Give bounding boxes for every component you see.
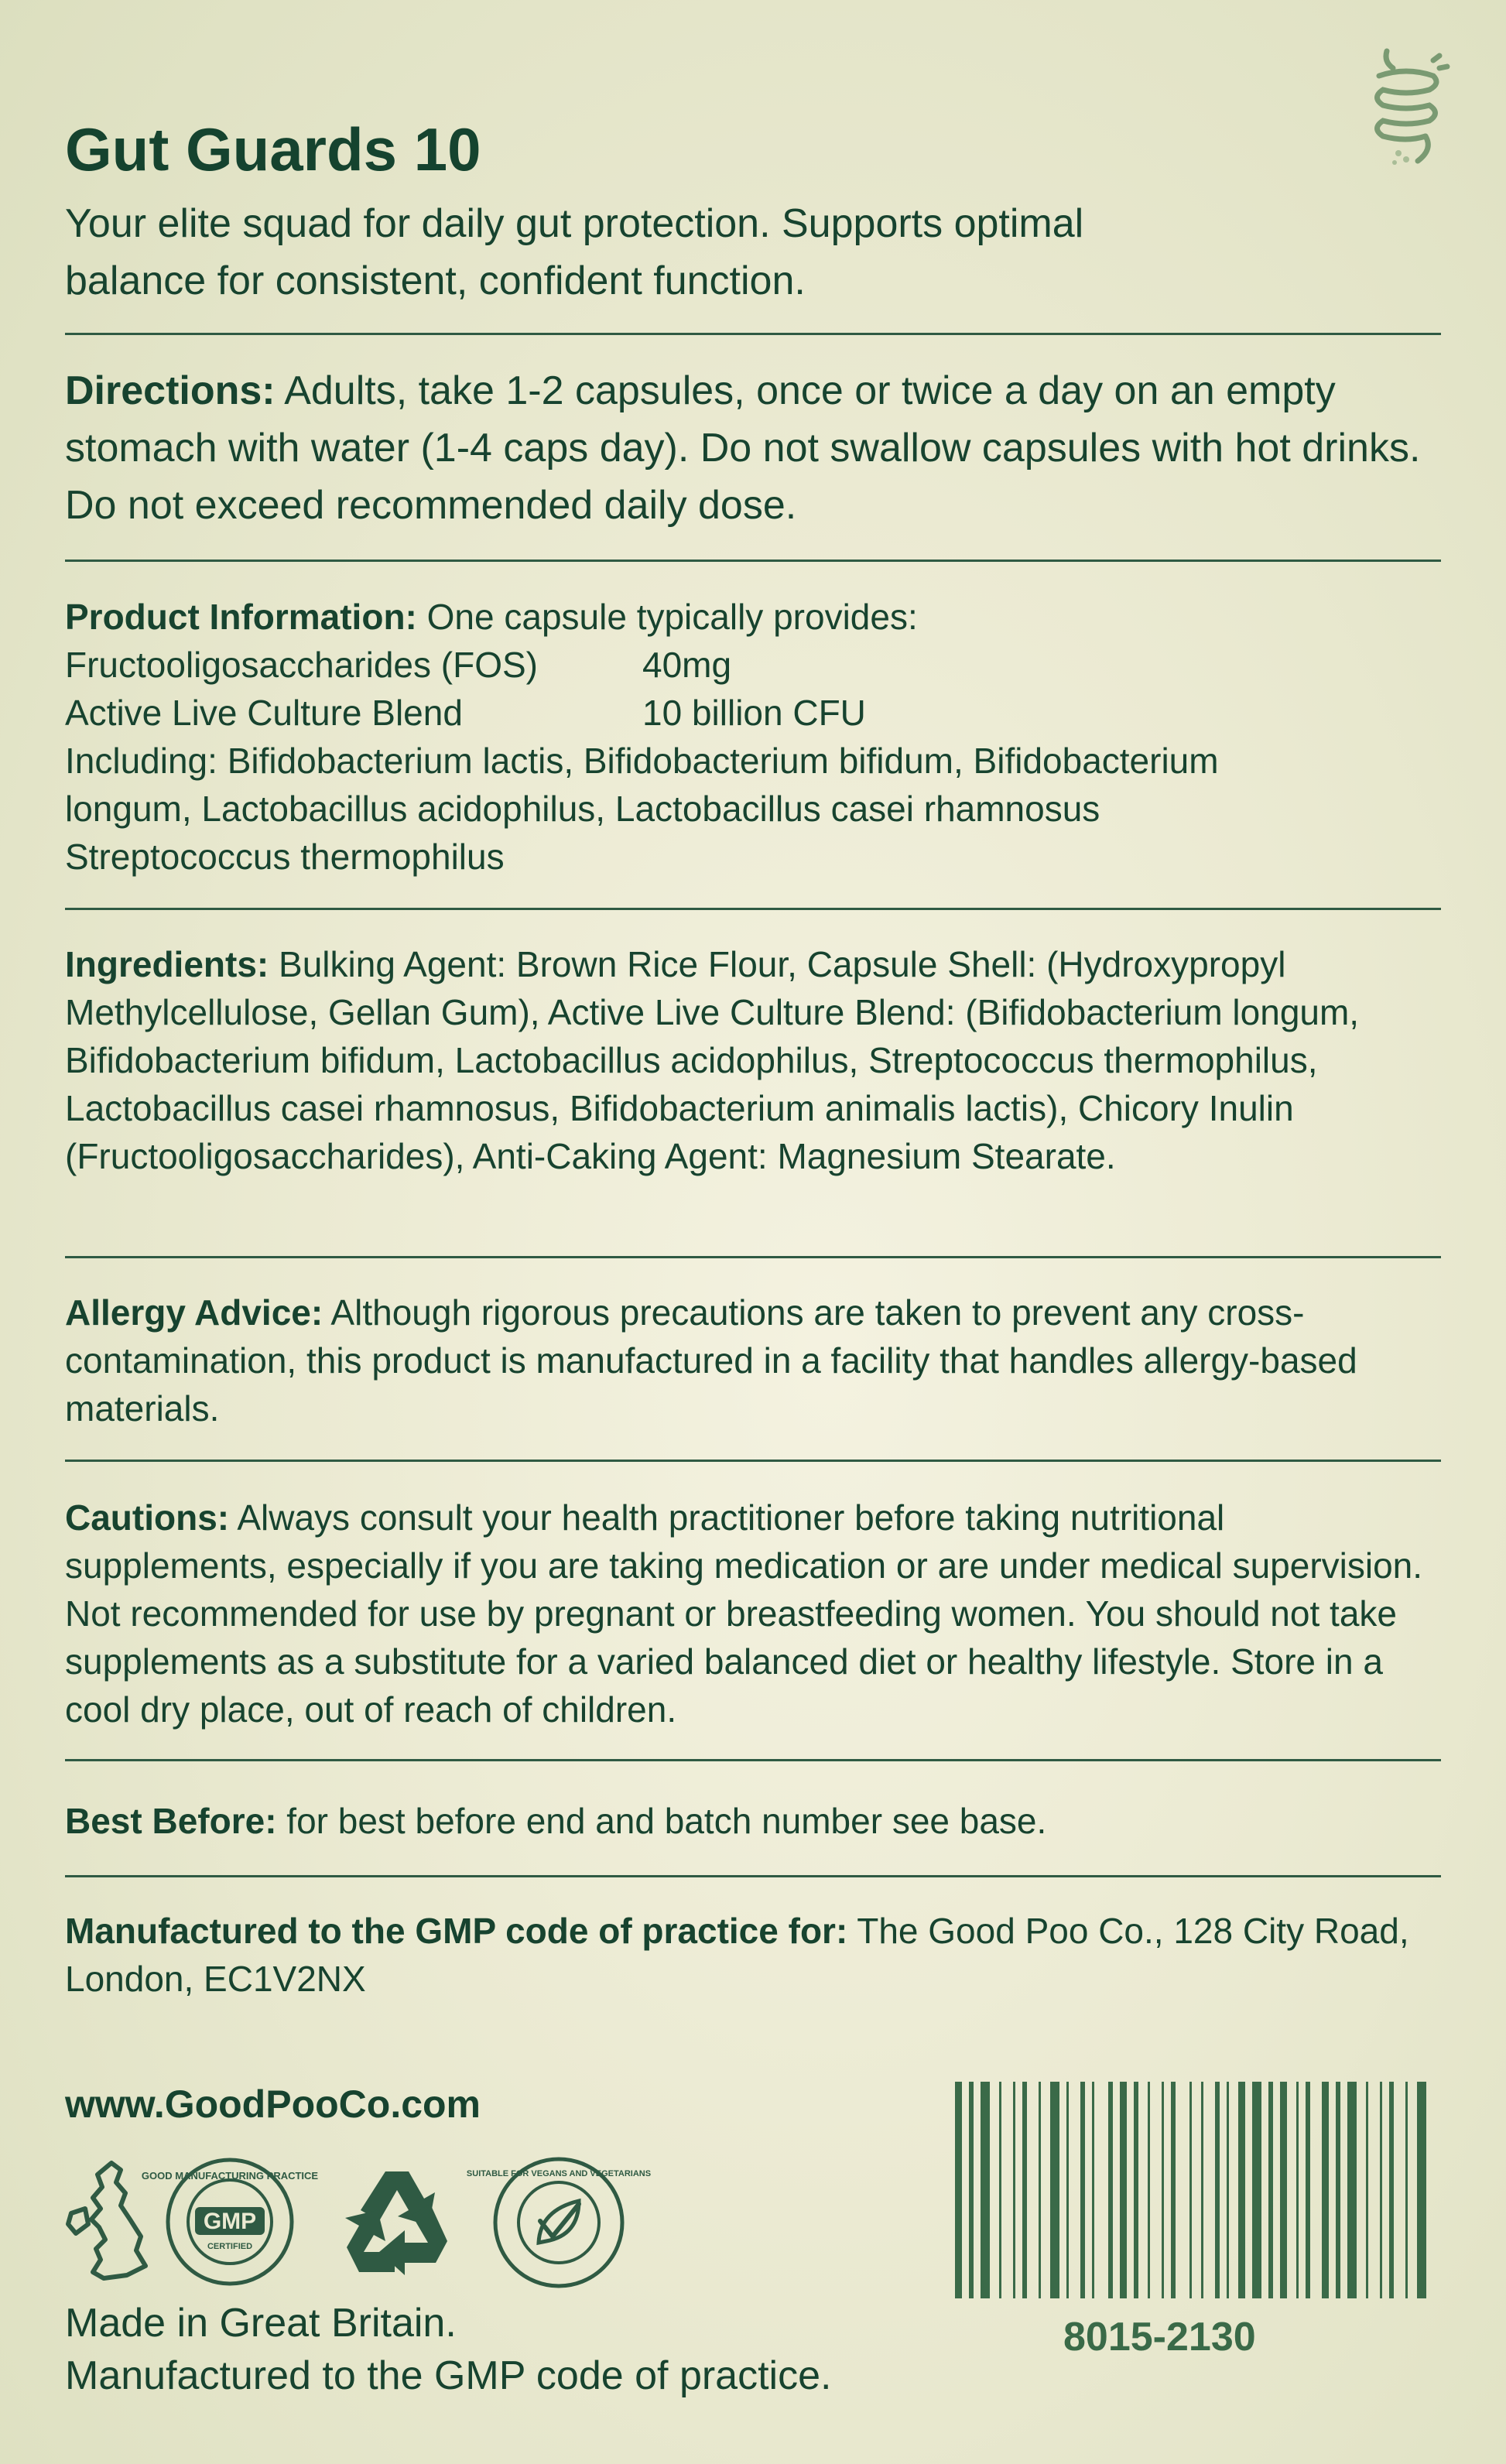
product-intro: Your elite squad for daily gut protection. Supports optimal balance for consistent, confident function.: [65, 201, 1084, 303]
manufacturer-label: Manufactured to the GMP code of practice for:: [65, 1911, 848, 1951]
gmp-ring-text: GOOD MANUFACTURING PRACTICE: [141, 2170, 319, 2182]
product-information-text: One capsule typically provides:: [416, 597, 918, 637]
ingredients-label: Ingredients:: [65, 944, 269, 984]
barcode-bar: [1280, 2082, 1287, 2298]
best-before-label: Best Before:: [65, 1801, 277, 1841]
gmp-note: Manufactured to the GMP code of practice.: [65, 2353, 832, 2398]
ingredients-text: Bulking Agent: Brown Rice Flour, Capsule Shell: (Hydroxypropyl Methylcellulose, Gellan Gum), Active Live Culture Blend: (Bifidobacterium longum, Bifidobacterium bifidum, Lactobacillus acidophilus, Streptococcus thermophilus, Lactobacillus casei rhamnosus, Bifidobacterium animalis lactis), Chicory Inulin (Fructooligosaccharides), Anti-Caking Agent: Magnesium Stearate.: [65, 944, 1360, 1176]
divider: [65, 908, 1441, 910]
product-information-section: [65, 593, 1441, 881]
divider: [65, 1460, 1441, 1462]
best-before-section: [65, 1797, 1441, 1845]
gut-icon: [1356, 45, 1456, 176]
product-title: Gut Guards 10: [65, 115, 481, 183]
barcode-bar: [1108, 2082, 1113, 2298]
cautions-label: Cautions:: [65, 1497, 230, 1538]
directions-text: Adults, take 1-2 capsules, once or twice a day on an empty stomach with water (1-4 caps day). Do not swallow capsules with hot drinks. Do not exceed recommended daily dose.: [65, 368, 1421, 528]
barcode-bar: [1347, 2082, 1357, 2298]
barcode-bar: [1380, 2082, 1382, 2298]
barcode-bar: [1092, 2082, 1094, 2298]
barcode-bar: [1215, 2082, 1220, 2298]
allergy-label: Allergy Advice:: [65, 1292, 323, 1333]
product-information-label: Product Information:: [65, 597, 417, 637]
nutrient-row: [65, 689, 1441, 737]
nutrient-name: Active Live Culture Blend: [65, 693, 463, 733]
divider: [65, 1256, 1441, 1258]
nutrient-name: Fructooligosaccharides (FOS): [65, 645, 538, 685]
barcode: [947, 2082, 1435, 2306]
gmp-badge-icon: [141, 2156, 319, 2288]
barcode-number: 8015-2130: [1063, 2315, 1256, 2360]
barcode-bar: [1238, 2082, 1245, 2298]
vegan-badge-icon: [466, 2156, 652, 2289]
divider: [65, 333, 1441, 335]
barcode-bar: [1050, 2082, 1059, 2298]
nutrient-row: [65, 641, 1441, 689]
barcode-bar: [1162, 2082, 1164, 2298]
made-in-great-britain: Made in Great Britain.: [65, 2301, 457, 2346]
barcode-bar: [999, 2082, 1001, 2298]
directions-label: Directions:: [65, 368, 276, 413]
barcode-bar: [1296, 2082, 1299, 2298]
ingredients-section: [65, 940, 1412, 1180]
manufacturer-text: The Good Poo Co., 128 City Road, London, EC1V2NX: [65, 1911, 1409, 1999]
barcode-bar: [969, 2082, 974, 2298]
barcode-bar: [1389, 2082, 1394, 2298]
barcode-bar: [1148, 2082, 1150, 2298]
uk-map-icon: [65, 2159, 150, 2283]
barcode-bar: [1227, 2082, 1229, 2298]
including-text: Including: Bifidobacterium lactis, Bifidobacterium bifidum, Bifidobacterium longum, Lactobacillus acidophilus, Lactobacillus casei rhamnosus Streptococcus thermophilus: [65, 741, 1219, 877]
barcode-bar: [1022, 2082, 1027, 2298]
barcode-bar: [1066, 2082, 1069, 2298]
divider: [65, 560, 1441, 562]
allergy-section: [65, 1288, 1427, 1432]
best-before-text: for best before end and batch number see base.: [276, 1801, 1047, 1841]
website-link[interactable]: www.GoodPooCo.com: [65, 2082, 481, 2126]
vegan-ring-text: SUITABLE FOR VEGANS AND VEGETARIANS: [466, 2169, 652, 2178]
barcode-bar: [1405, 2082, 1408, 2298]
barcode-bar: [1189, 2082, 1192, 2298]
barcode-bar: [1322, 2082, 1329, 2298]
barcode-bar: [1268, 2082, 1273, 2298]
allergy-text: Although rigorous precautions are taken to prevent any cross-contamination, this product is manufactured in a facility that handles allergy-based materials.: [65, 1292, 1357, 1429]
gmp-center-text: GMP: [203, 2209, 257, 2234]
barcode-bar: [1306, 2082, 1310, 2298]
barcode-bar: [1134, 2082, 1138, 2298]
cautions-section: [65, 1494, 1435, 1733]
barcode-bar: [981, 2082, 990, 2298]
barcode-bar: [1366, 2082, 1368, 2298]
nutrient-amount: 10 billion CFU: [642, 693, 866, 733]
barcode-bar: [1120, 2082, 1127, 2298]
barcode-bar: [1336, 2082, 1340, 2298]
divider: [65, 1875, 1441, 1877]
barcode-bar: [955, 2082, 962, 2298]
barcode-bar: [1201, 2082, 1203, 2298]
manufacturer-section: [65, 1907, 1412, 2003]
barcode-bar: [1252, 2082, 1261, 2298]
barcode-bar: [1013, 2082, 1015, 2298]
barcode-bar: [1039, 2082, 1041, 2298]
divider: [65, 1759, 1441, 1761]
barcode-bar: [1080, 2082, 1085, 2298]
cautions-text: Always consult your health practitioner before taking nutritional supplements, especially if you are taking medication or are under medical supervision. Not recommended for use by pregnant or breastfeeding women. You should not take supplements as a substitute for a varied balanced diet or healthy lifestyle. Store in a cool dry place, out of reach of children.: [65, 1497, 1423, 1730]
gmp-sub-text: CERTIFIED: [207, 2242, 253, 2251]
directions-section: [65, 362, 1441, 534]
made-in-text: [65, 2297, 831, 2402]
nutrient-amount: 40mg: [642, 645, 732, 685]
recycle-icon: [331, 2156, 463, 2288]
barcode-bar: [1171, 2082, 1176, 2298]
barcode-bar: [1417, 2082, 1426, 2298]
